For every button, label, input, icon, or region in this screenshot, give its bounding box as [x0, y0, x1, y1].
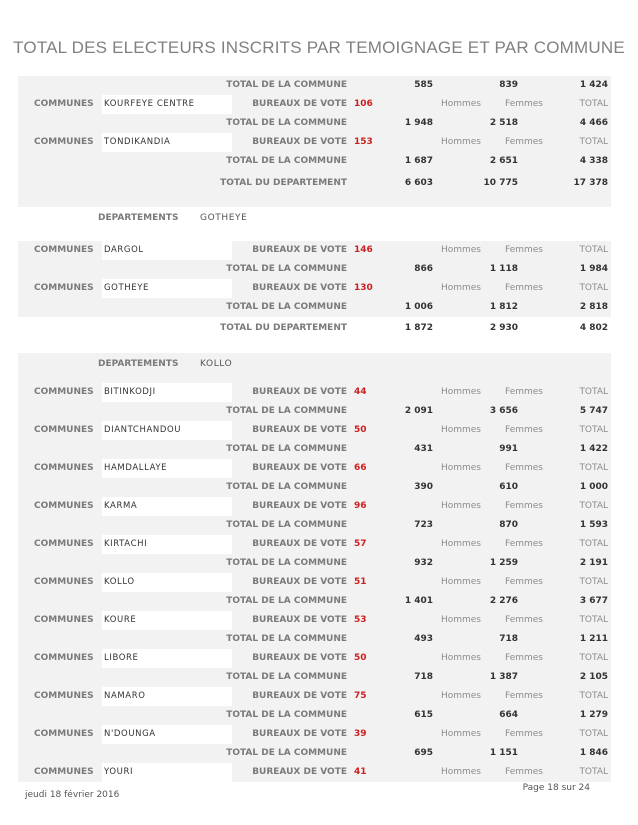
- table-row: [18, 114, 611, 133]
- femmes-value: 664: [499, 710, 518, 720]
- hommes-value: 585: [414, 80, 433, 90]
- total-header: TOTAL: [579, 729, 608, 739]
- hommes-header: Hommes: [440, 577, 481, 587]
- communes-label: COMMUNES: [34, 501, 94, 511]
- commune-name: DIANTCHANDOU: [104, 425, 182, 435]
- total-value: 1 279: [579, 710, 608, 720]
- page-title: TOTAL DES ELECTEURS INSCRITS PAR TEMOIGNAGE ET PAR COMMUNE: [13, 38, 625, 57]
- bureaux-label: BUREAUX DE VOTE: [252, 99, 347, 109]
- total-value: 1 984: [579, 264, 608, 274]
- commune-name: DARGOL: [104, 245, 144, 255]
- communes-label: COMMUNES: [34, 463, 94, 473]
- commune-name: HAMDALLAYE: [104, 463, 168, 473]
- total-commune-label: TOTAL DE LA COMMUNE: [226, 482, 347, 492]
- total-value: 1 211: [579, 634, 608, 644]
- total-value: 3 677: [579, 596, 608, 606]
- total-commune-label: TOTAL DE LA COMMUNE: [226, 558, 347, 568]
- total-value: 4 466: [579, 118, 608, 128]
- hommes-header: Hommes: [440, 539, 481, 549]
- total-value: 1 424: [579, 80, 608, 90]
- department-header: [18, 353, 611, 375]
- hommes-value: 866: [414, 264, 433, 274]
- femmes-value: 1 151: [489, 748, 518, 758]
- spacer: [18, 229, 611, 241]
- communes-label: COMMUNES: [34, 539, 94, 549]
- commune-name: NAMARO: [104, 691, 146, 701]
- hommes-value: 1 006: [404, 302, 433, 312]
- table-row: [18, 279, 611, 298]
- commune-name: TONDIKANDIA: [104, 137, 171, 147]
- femmes-value: 839: [499, 80, 518, 90]
- femmes-header: Femmes: [505, 137, 543, 147]
- total-commune-label: TOTAL DE LA COMMUNE: [226, 634, 347, 644]
- table-row: [18, 611, 611, 630]
- communes-label: COMMUNES: [34, 729, 94, 739]
- spacer: [18, 341, 611, 353]
- department-name: KOLLO: [200, 359, 233, 369]
- bureaux-count: 106: [354, 99, 373, 109]
- hommes-header: Hommes: [440, 387, 481, 397]
- page-number: Page 18 sur 24: [522, 783, 590, 793]
- table-row: [18, 241, 611, 260]
- total-commune-label: TOTAL DE LA COMMUNE: [226, 118, 347, 128]
- table-row: [18, 76, 611, 95]
- table-row: [18, 668, 611, 687]
- table-row: [18, 516, 611, 535]
- table-row: [18, 421, 611, 440]
- table-row: [18, 706, 611, 725]
- bureaux-count: 51: [354, 577, 367, 587]
- table-row: [18, 152, 611, 171]
- table-row: [18, 133, 611, 152]
- femmes-header: Femmes: [505, 691, 543, 701]
- bureaux-label: BUREAUX DE VOTE: [252, 501, 347, 511]
- femmes-header: Femmes: [505, 501, 543, 511]
- table-row: [18, 649, 611, 668]
- table-row: [18, 725, 611, 744]
- communes-label: COMMUNES: [34, 99, 94, 109]
- table-row: [18, 440, 611, 459]
- bureaux-label: BUREAUX DE VOTE: [252, 653, 347, 663]
- table-row: [18, 554, 611, 573]
- femmes-header: Femmes: [505, 539, 543, 549]
- communes-label: COMMUNES: [34, 245, 94, 255]
- femmes-value: 3 656: [489, 406, 518, 416]
- total-commune-label: TOTAL DE LA COMMUNE: [226, 710, 347, 720]
- commune-name: YOURI: [104, 767, 134, 777]
- table-row: [18, 535, 611, 554]
- bureaux-label: BUREAUX DE VOTE: [252, 577, 347, 587]
- hommes-header: Hommes: [440, 463, 481, 473]
- table-row: [18, 630, 611, 649]
- communes-label: COMMUNES: [34, 283, 94, 293]
- total-header: TOTAL: [579, 615, 608, 625]
- total-value: 17 378: [573, 178, 608, 188]
- table-row: [18, 317, 611, 341]
- total-header: TOTAL: [579, 539, 608, 549]
- bureaux-label: BUREAUX DE VOTE: [252, 463, 347, 473]
- total-commune-label: TOTAL DE LA COMMUNE: [226, 596, 347, 606]
- bureaux-count: 146: [354, 245, 373, 255]
- hommes-value: 2 091: [404, 406, 433, 416]
- hommes-value: 1 872: [404, 323, 433, 333]
- bureaux-count: 44: [354, 387, 367, 397]
- bureaux-label: BUREAUX DE VOTE: [252, 691, 347, 701]
- total-commune-label: TOTAL DE LA COMMUNE: [226, 156, 347, 166]
- femmes-value: 1 812: [489, 302, 518, 312]
- commune-name: KARMA: [104, 501, 138, 511]
- total-departement-label: TOTAL DU DEPARTEMENT: [220, 323, 347, 333]
- hommes-header: Hommes: [440, 283, 481, 293]
- bureaux-count: 50: [354, 653, 367, 663]
- bureaux-label: BUREAUX DE VOTE: [252, 387, 347, 397]
- commune-name: KOURFEYE CENTRE: [104, 99, 195, 109]
- bureaux-count: 66: [354, 463, 367, 473]
- footer-date: jeudi 18 février 2016: [25, 790, 120, 800]
- femmes-header: Femmes: [505, 729, 543, 739]
- communes-label: COMMUNES: [34, 137, 94, 147]
- total-value: 2 191: [579, 558, 608, 568]
- femmes-value: 1 387: [489, 672, 518, 682]
- communes-label: COMMUNES: [34, 577, 94, 587]
- total-value: 1 593: [579, 520, 608, 530]
- total-value: 2 818: [579, 302, 608, 312]
- commune-name: KIRTACHI: [104, 539, 148, 549]
- femmes-header: Femmes: [505, 387, 543, 397]
- total-commune-label: TOTAL DE LA COMMUNE: [226, 264, 347, 274]
- bureaux-count: 130: [354, 283, 373, 293]
- femmes-value: 2 930: [489, 323, 518, 333]
- table-row: [18, 573, 611, 592]
- total-header: TOTAL: [579, 691, 608, 701]
- total-header: TOTAL: [579, 767, 608, 777]
- hommes-header: Hommes: [440, 691, 481, 701]
- hommes-header: Hommes: [440, 99, 481, 109]
- hommes-value: 390: [414, 482, 433, 492]
- hommes-value: 1 687: [404, 156, 433, 166]
- total-commune-label: TOTAL DE LA COMMUNE: [226, 520, 347, 530]
- bureaux-label: BUREAUX DE VOTE: [252, 137, 347, 147]
- bureaux-label: BUREAUX DE VOTE: [252, 729, 347, 739]
- total-header: TOTAL: [579, 653, 608, 663]
- femmes-value: 2 276: [489, 596, 518, 606]
- table-row: [18, 592, 611, 611]
- total-header: TOTAL: [579, 245, 608, 255]
- bureaux-label: BUREAUX DE VOTE: [252, 283, 347, 293]
- bureaux-count: 57: [354, 539, 367, 549]
- commune-name: BITINKODJI: [104, 387, 156, 397]
- hommes-header: Hommes: [440, 245, 481, 255]
- femmes-header: Femmes: [505, 245, 543, 255]
- femmes-value: 991: [499, 444, 518, 454]
- femmes-value: 1 118: [489, 264, 518, 274]
- femmes-value: 718: [499, 634, 518, 644]
- total-value: 1 846: [579, 748, 608, 758]
- hommes-header: Hommes: [440, 615, 481, 625]
- femmes-header: Femmes: [505, 653, 543, 663]
- femmes-header: Femmes: [505, 463, 543, 473]
- department-name: GOTHEYE: [200, 213, 248, 223]
- total-value: 4 338: [579, 156, 608, 166]
- communes-label: COMMUNES: [34, 691, 94, 701]
- total-commune-label: TOTAL DE LA COMMUNE: [226, 302, 347, 312]
- table-row: [18, 687, 611, 706]
- table-row: [18, 478, 611, 497]
- commune-name: GOTHEYE: [104, 283, 149, 293]
- bureaux-label: BUREAUX DE VOTE: [252, 615, 347, 625]
- bureaux-count: 75: [354, 691, 367, 701]
- femmes-value: 2 518: [489, 118, 518, 128]
- electors-table: [18, 76, 611, 782]
- total-header: TOTAL: [579, 137, 608, 147]
- total-commune-label: TOTAL DE LA COMMUNE: [226, 80, 347, 90]
- hommes-value: 695: [414, 748, 433, 758]
- commune-name: KOURE: [104, 615, 137, 625]
- bureaux-label: BUREAUX DE VOTE: [252, 425, 347, 435]
- hommes-header: Hommes: [440, 729, 481, 739]
- department-header: [18, 207, 611, 229]
- hommes-value: 1 948: [404, 118, 433, 128]
- hommes-value: 932: [414, 558, 433, 568]
- table-row: [18, 763, 611, 782]
- total-header: TOTAL: [579, 283, 608, 293]
- total-header: TOTAL: [579, 501, 608, 511]
- table-row: [18, 260, 611, 279]
- table-row: [18, 383, 611, 402]
- departements-label: DEPARTEMENTS: [98, 359, 179, 369]
- hommes-header: Hommes: [440, 425, 481, 435]
- femmes-value: 870: [499, 520, 518, 530]
- communes-label: COMMUNES: [34, 387, 94, 397]
- bureaux-count: 96: [354, 501, 367, 511]
- hommes-header: Hommes: [440, 137, 481, 147]
- hommes-value: 723: [414, 520, 433, 530]
- bureaux-label: BUREAUX DE VOTE: [252, 539, 347, 549]
- femmes-header: Femmes: [505, 577, 543, 587]
- bureaux-label: BUREAUX DE VOTE: [252, 245, 347, 255]
- femmes-header: Femmes: [505, 425, 543, 435]
- bureaux-label: BUREAUX DE VOTE: [252, 767, 347, 777]
- hommes-header: Hommes: [440, 501, 481, 511]
- hommes-value: 615: [414, 710, 433, 720]
- commune-name: N'DOUNGA: [104, 729, 156, 739]
- hommes-header: Hommes: [440, 653, 481, 663]
- commune-name: LIBORE: [104, 653, 139, 663]
- table-row: [18, 298, 611, 317]
- bureaux-count: 153: [354, 137, 373, 147]
- hommes-value: 6 603: [404, 178, 433, 188]
- table-row: [18, 744, 611, 763]
- total-value: 1 422: [579, 444, 608, 454]
- communes-label: COMMUNES: [34, 653, 94, 663]
- table-row: [18, 497, 611, 516]
- femmes-header: Femmes: [505, 615, 543, 625]
- table-row: [18, 95, 611, 114]
- commune-name: KOLLO: [104, 577, 135, 587]
- hommes-value: 431: [414, 444, 433, 454]
- spacer: [18, 375, 611, 383]
- table-row: [18, 459, 611, 478]
- communes-label: COMMUNES: [34, 425, 94, 435]
- total-value: 2 105: [579, 672, 608, 682]
- total-commune-label: TOTAL DE LA COMMUNE: [226, 444, 347, 454]
- femmes-header: Femmes: [505, 283, 543, 293]
- total-value: 4 802: [579, 323, 608, 333]
- femmes-value: 2 651: [489, 156, 518, 166]
- total-header: TOTAL: [579, 463, 608, 473]
- hommes-value: 1 401: [404, 596, 433, 606]
- total-commune-label: TOTAL DE LA COMMUNE: [226, 406, 347, 416]
- departements-label: DEPARTEMENTS: [98, 213, 179, 223]
- hommes-value: 718: [414, 672, 433, 682]
- femmes-header: Femmes: [505, 99, 543, 109]
- table-row: [18, 171, 611, 195]
- bureaux-count: 39: [354, 729, 367, 739]
- bureaux-count: 53: [354, 615, 367, 625]
- bureaux-count: 50: [354, 425, 367, 435]
- spacer: [18, 195, 611, 207]
- bureaux-count: 41: [354, 767, 367, 777]
- femmes-header: Femmes: [505, 767, 543, 777]
- total-departement-label: TOTAL DU DEPARTEMENT: [220, 178, 347, 188]
- total-header: TOTAL: [579, 425, 608, 435]
- femmes-value: 1 259: [489, 558, 518, 568]
- hommes-header: Hommes: [440, 767, 481, 777]
- total-header: TOTAL: [579, 387, 608, 397]
- communes-label: COMMUNES: [34, 767, 94, 777]
- total-header: TOTAL: [579, 99, 608, 109]
- kollo-communes: [18, 383, 611, 763]
- total-value: 1 000: [579, 482, 608, 492]
- total-commune-label: TOTAL DE LA COMMUNE: [226, 672, 347, 682]
- total-commune-label: TOTAL DE LA COMMUNE: [226, 748, 347, 758]
- femmes-value: 10 775: [483, 178, 518, 188]
- femmes-value: 610: [499, 482, 518, 492]
- total-header: TOTAL: [579, 577, 608, 587]
- hommes-value: 493: [414, 634, 433, 644]
- total-value: 5 747: [579, 406, 608, 416]
- communes-label: COMMUNES: [34, 615, 94, 625]
- table-row: [18, 402, 611, 421]
